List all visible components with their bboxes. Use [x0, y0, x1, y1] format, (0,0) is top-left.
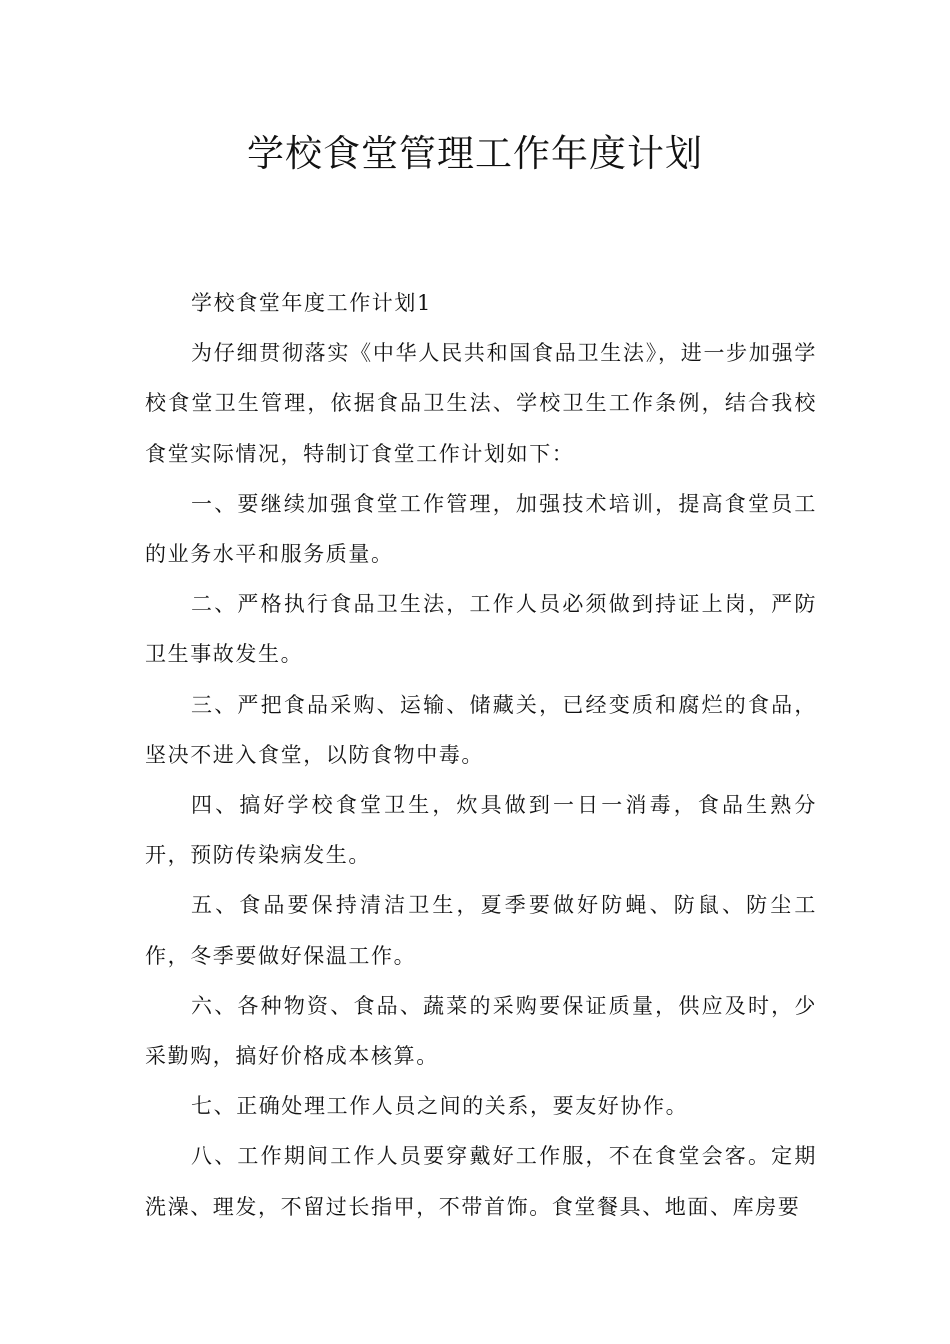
paragraph-item-3: 三、严把食品采购、运输、储藏关，已经变质和腐烂的食品，坚决不进入食堂，以防食物中毒。	[145, 692, 817, 767]
paragraph-subtitle: 学校食堂年度工作计划1	[191, 291, 432, 315]
paragraph-item-6: 六、各种物资、食品、蔬菜的采购要保证质量，供应及时，少采勤购，搞好价格成本核算。	[145, 993, 817, 1069]
paragraph-item-4: 四、搞好学校食堂卫生，炊具做到一日一消毒，食品生熟分开，预防传染病发生。	[145, 793, 817, 868]
paragraph-item-2: 二、严格执行食品卫生法，工作人员必须做到持证上岗，严防卫生事故发生。	[145, 592, 817, 667]
paragraph-item-1: 一、要继续加强食堂工作管理，加强技术培训，提高食堂员工的业务水平和服务质量。	[145, 491, 817, 567]
paragraph-intro: 为仔细贯彻落实《中华人民共和国食品卫生法》，进一步加强学校食堂卫生管理，依据食品卫生法、学校卫生工作条例，结合我校食堂实际情况，特制订食堂工作计划如下：	[145, 341, 817, 466]
paragraph-item-8: 八、工作期间工作人员要穿戴好工作服，不在食堂会客。定期洗澡、理发，不留过长指甲，不带首饰。食堂餐具、地面、库房要	[145, 1144, 817, 1219]
paragraph-item-7: 七、正确处理工作人员之间的关系，要友好协作。	[191, 1094, 689, 1119]
document-body	[145, 278, 817, 1232]
document-title: 学校食堂管理工作年度计划	[247, 132, 703, 175]
paragraph-item-5: 五、食品要保持清洁卫生，夏季要做好防蝇、防鼠、防尘工作，冬季要做好保温工作。	[145, 893, 817, 968]
